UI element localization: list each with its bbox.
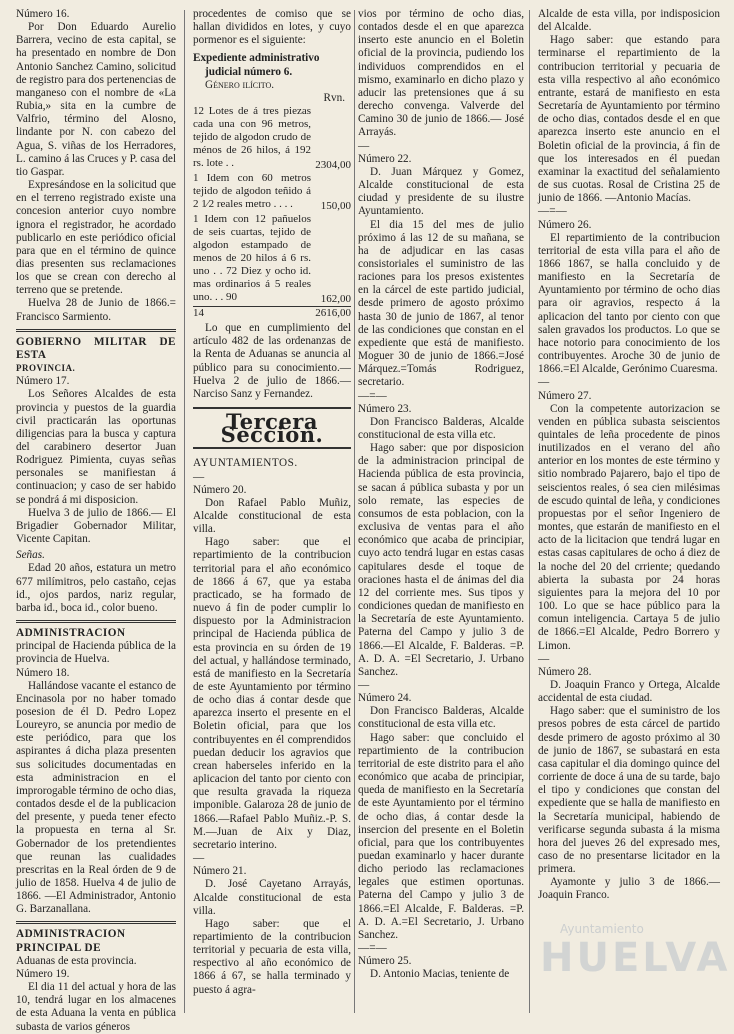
notice-body: Por Don Eduardo Aurelio Barrera, vecino de esta capital, se ha presentado en nombre de Don Antonio Sanchez Camino, solicitud de registro para dos pertenencias de manganeso con el nombre de «La Rubia,» sita en la cumbre de Valfrio, término del Alosno, lindante por N. con cabezo del Agua, S. viñas de los Herradores, L. camino á las Cruces y P. casa del tio Gaspar. xyxy=(16,21,176,178)
column-3 xyxy=(358,8,524,1013)
expediente-heading: judicial número 6. xyxy=(205,65,293,78)
currency-label: Rvn. xyxy=(323,91,345,104)
notice-signatory: D. José Cayetano Arrayás, Alcalde constitucional de esta villa. xyxy=(193,878,351,917)
section-heading: ADMINISTRACION xyxy=(16,627,126,640)
divider: — xyxy=(193,852,205,865)
section-divider xyxy=(16,329,176,332)
total-row xyxy=(193,307,351,321)
total-count: 14 xyxy=(193,307,311,321)
watermark-logo: HUELVA xyxy=(540,935,731,981)
divider: — xyxy=(193,470,205,483)
column-rule xyxy=(529,10,530,1013)
notice-number: Número 22. xyxy=(358,152,412,165)
notice-number: Número 25. xyxy=(358,955,412,968)
lot-description: 1 Idem con 12 pañuelos de seis cuartas, tejido de algodon estampado de menos de 20 hilos á 6 rs. uno . . 72 Diez y ocho id. mas ordinarios á 5 reales uno. . . 90 xyxy=(193,213,311,304)
notice-signatory: D. Joaquin Franco y Ortega, Alcalde accidental de esta ciudad. xyxy=(538,678,720,705)
notice-body: Edad 20 años, estatura un metro 677 milímitros, pelo castaño, cejas id., ojos pardos, nariz regular, barba id., boca id., color bueno. xyxy=(16,562,176,614)
notice-body: Hago saber: que por disposicion de la administracion principal de Hacienda pública de esta provincia, se sacan á pública subasta y por un solo remate, las especies de consumos de esta poblacion, con la exclusiva de ventas para el año económico que acaba de principiar, cuyo acto tendrá lugar en estas casas capitulares desde el toque de oraciones hasta el de ánimas del dia 12 del corriente mes. Sus tipos y condiciones quedan de manifiesto en la Secretaría de este Ayuntamiento. Paterna del Campo y julio 3 de 1866.—El Alcalde, F. Balderas. =P. A. D. A. =El Secretario, J. Urbano Sanchez. xyxy=(358,442,524,678)
column-4 xyxy=(538,8,720,1013)
column-rule xyxy=(354,10,355,1013)
lot-row xyxy=(193,105,351,172)
notice-body: Hago saber: que el repartimiento de la contribucion territorial para el año económico de 1866 á 67, que ya estaba practicado, se ha formado de nuevo á fin de poder cumplir lo dispuesto por la Administracion principal de Hacienda pública de esta provincia en su órden de 19 del actual, y hallándose terminado, está de manifiesto en la Secretaría de este Ayuntamiento por término de ocho dias á contar desde que aparezca inserto el presente en el Boletin oficial, para que los contribuyentes en él comprendidos puedan deducir los agravios que crean haberseles inferido en la aplicacion del tanto por ciento con que resulta gravada la riqueza imponible. Galaroza 28 de junio de 1866.—Rafael Pablo Muñiz.-P. S. M.—Juan de Aix y Diaz, secretario interino. xyxy=(193,536,351,851)
lot-row xyxy=(193,172,351,213)
section-divider xyxy=(16,921,176,924)
expediente-heading: Expediente administrativo xyxy=(193,52,320,65)
notice-number: Número 21. xyxy=(193,865,247,878)
notice-body: El dia 15 del mes de julio próximo á las 12 de su mañana, se ha de adjudicar en las casas consistoriales el suministro de las raciones para los presos existentes en la cárcel de este partido judicial, desde primero de agosto próximo hasta 30 de junio de 1867, al tenor de las condiciones que constan en el expediente que está de manifiesto. Moguer 30 de junio de 1866.=José Márquez.=Tomás Rodriguez, secretario. xyxy=(358,218,524,389)
notice-body: El repartimiento de la contribucion territorial de esta villa para el año de 1866 1867, se halla concluido y de manifiesto en la Secretaría de Ayuntamiento por término de ocho dias para oir agravios, respecto á la aplicacion del tanto por ciento con que salen gravados los productos. Lo que se hace notorio para conocimiento de los contribuyentes. Aroche 30 de junio de 1866.=El Alcalde, Gerónimo Cuaresma. xyxy=(538,231,720,376)
section-heading: AYUNTAMIENTOS. xyxy=(193,457,298,470)
divider: —=— xyxy=(358,389,387,402)
notice-body: Hago saber: que concluido el repartimiento de la contribucion territorial de este distrito para el año económico que acaba de principiar, queda de manifiesto en la Secretaría de este Ayuntamiento por el término de ocho dias, á contar desde la insercion del presente en el Boletin oficial, para que los contribuyentes puedan examinarlo y hacer durante dicho periodo las reclamaciones legales que estimen oportunas. Paterna del Campo y julio 3 de 1866.=El Alcalde, F. Balderas. =P. A. D. A.=El Secretario, J. Urbano Sanchez. xyxy=(358,731,524,941)
notice-number: Número 28. xyxy=(538,665,592,678)
notice-signatory: Don Francisco Balderas, Alcalde constitucional de esta villa etc. xyxy=(358,705,524,731)
notice-body: Hago saber: que el suministro de los presos pobres de esta cárcel de partido desde primero de agosto próximo al 30 de junio de 1867, se subastará en esta casa capitular el dia domingo quince del corriente de doce á una de su tarde, bajo el tipo y condiciones que constan del expediente que se halla de manifiesto en la Secretaría municipal, habiendo de verificarse segunda subasta á la misma hora del jueves 26 del expresado mes, caso de no presentarse licitador en la primera. xyxy=(538,705,720,876)
notice-number: Número 24. xyxy=(358,692,412,705)
notice-signatory: D. Juan Márquez y Gomez, Alcalde constitucional de esta ciudad y presidente de su ilustre Ayuntamiento. xyxy=(358,165,524,218)
notice-body: Los Señores Alcaldes de esta provincia y puestos de la guardia civil practicarán las oportunas diligencias para la busca y captura del carabinero desertor Juan Rodriguez Pimienta, cuyas señas personales se manifiestan á continuacion; y caso de ser habido se pondrá á mi disposicion. xyxy=(16,388,176,506)
lot-value: 2304,00 xyxy=(315,159,351,172)
notice-number: Número 18. xyxy=(16,666,70,679)
divider: — xyxy=(538,376,550,389)
lot-value: 150,00 xyxy=(320,200,351,213)
section-subheading: Señas. xyxy=(16,549,45,562)
divider: — xyxy=(538,652,550,665)
section-title: Tercera Seccion. xyxy=(193,407,351,449)
lot-row xyxy=(193,213,351,307)
section-heading: GOBIERNO MILITAR DE ESTA xyxy=(16,335,176,361)
notice-number: Número 17. xyxy=(16,375,70,388)
notice-signature: Huelva 28 de Junio de 1866.= Francisco Sarmiento. xyxy=(16,297,176,323)
divider: —=— xyxy=(358,942,387,955)
notice-body: Lo que en cumplimiento del artículo 482 de las ordenanzas de la Renta de Aduanas se anuncia al público para su conocimiento.— Huelva 2 de julio de 1866.—Narciso Sanz y Fernandez. xyxy=(193,322,351,400)
notice-signatory: Don Rafael Pablo Muñiz, Alcalde constitucional de esta villa. xyxy=(193,496,351,536)
lot-description: 12 Lotes de á tres piezas cada una con 96 metros, tejido de algodon crudo de ménos de 26 hilos, á 192 rs. lote . . xyxy=(193,105,311,170)
lot-description: 1 Idem con 60 metros tejido de algodon teñido á 2 1⁄2 reales metro . . . . xyxy=(193,172,311,211)
section-subheading: PROVINCIA. xyxy=(16,363,76,374)
notice-signatory: D. Antonio Macias, teniente de xyxy=(370,968,510,981)
notice-body: El dia 11 del actual y hora de las 10, tendrá lugar en los almacenes de esta Aduana la venta en pública subasta de varios géneros xyxy=(16,981,176,1033)
notice-signatory: Don Francisco Balderas, Alcalde constitucional de esta villa etc. xyxy=(358,415,524,441)
notice-body: vios por término de ocho dias, contados desde el en que aparezca inserto este anuncio en el Boletin oficial de la provincia, pudiendo los individuos comprendidos en el mismo, examinarlo en dicho plazo y aducir las pretensiones que á su derecho convenga. Valverde del Camino 30 de junio de 1866.— José Arrayás. xyxy=(358,8,524,139)
column-2 xyxy=(193,8,351,1013)
section-subheading: Aduanas de esta provincia. xyxy=(16,954,137,967)
notice-number: Número 23. xyxy=(358,402,412,415)
section-divider xyxy=(16,620,176,623)
column-1 xyxy=(16,8,176,1033)
lots-table xyxy=(193,105,351,320)
notice-number: Número 26. xyxy=(538,218,592,231)
notice-body: Hago saber: que estando para terminarse el repartimiento de la contribucion territorial y pecuaria de esta villa respectivo al año económico entrante, estará de manifiesto en esta Secretaría de Ayuntamiento por término de ocho dias, contados desde el en que aparezca inserto este anuncio en el Boletin oficial de la provincia, á fin de que los interesados en él puedan examinar la exactitud del señalamiento de sus cuotas. Rosal de Cristina 25 de junio de 1866. —Antonio Macías. xyxy=(538,34,720,205)
notice-body: Con la competente autorizacion se venden en pública subasta seiscientos quintales de leña procedente de pinos inutilizados en el verano del año anterior en los montes de este término y sitio nombrado Pajarero, bajo el tipo de seiscientos reales, ó sea cien milésimas de escudo quintal de leña, y condiciones propuestas por el señor Ingeniero de montes, que estarán de manifiesto en el acto de la licitacion que tendrá lugar en estas casas capitulares de ocho á diez de la noche del 20 del crriente; quedando abierta la subasta por 24 horas siguientes para la mejora del 10 por 100. Lo que se hace público para la comun inteligencia. Cartaya 5 de julio de 1866.=El Alcalde, Pedro Borrero y Limon. xyxy=(538,402,720,652)
total-value: 2616,00 xyxy=(311,307,351,321)
notice-body: Hallándose vacante el estanco de Encinasola por no haber tomado posesion de él D. Pedro Lopez Loureyro, se anuncia por medio de este periódico, para que los aspirantes á dicha plaza presenten sus solicitudes documentadas en esta administracion en el improrogable término de ocho dias, contados desde el de la publicacion del presente, y pueda tener efecto la propuesta en terna al Sr. Gobernador de los pretendientes que reunan las cualidades prescritas en la Real órden de 9 de julio de 1858. Huelva 4 de julio de 1866. —El Administrador, Antonio G. Barzanallana. xyxy=(16,679,176,916)
divider: — xyxy=(358,678,370,691)
notice-signature: Ayamonte y julio 3 de 1866.— Joaquin Franco. xyxy=(538,876,720,902)
notice-number: Número 16. xyxy=(16,8,70,20)
notice-number: Número 19. xyxy=(16,967,70,980)
notice-body: Hago saber: que el repartimiento de la contribucion territorial y pecuaria de esta villa, respectivo al año económico de 1866 á 67, se halla terminado y puesto á agra- xyxy=(193,917,351,996)
watermark-text: Ayuntamiento xyxy=(560,922,644,936)
column-rule xyxy=(184,10,185,1013)
notice-body: Alcalde de esta villa, por indisposicion del Alcalde. xyxy=(538,8,720,34)
notice-body: Expresándose en la solicitud que en el terreno registrado existe una concesion anterior cuyo nombre ignora el registrador, he acordado publicarlo en este periódico oficial para que en el término de quince dias presenten sus reclamaciones los que se crean con derecho al terreno que se pretende. xyxy=(16,179,176,297)
notice-number: Número 27. xyxy=(538,389,592,402)
divider: — xyxy=(358,139,370,152)
section-heading: ADMINISTRACION PRINCIPAL DE xyxy=(16,928,126,954)
lot-value: 162,00 xyxy=(320,293,351,306)
divider: —=— xyxy=(538,205,567,218)
genero-label: Género ilícito. xyxy=(205,78,275,91)
notice-signature: Huelva 3 de julio de 1866.— El Brigadier Gobernador Militar, Vicente Capitan. xyxy=(16,506,176,546)
section-subheading: principal de Hacienda pública de la provincia de Huelva. xyxy=(16,640,176,666)
notice-number: Número 20. xyxy=(193,483,247,496)
notice-body: procedentes de comiso que se hallan divididos en lotes, y cuyo pormenor es el siguiente: xyxy=(193,8,351,47)
